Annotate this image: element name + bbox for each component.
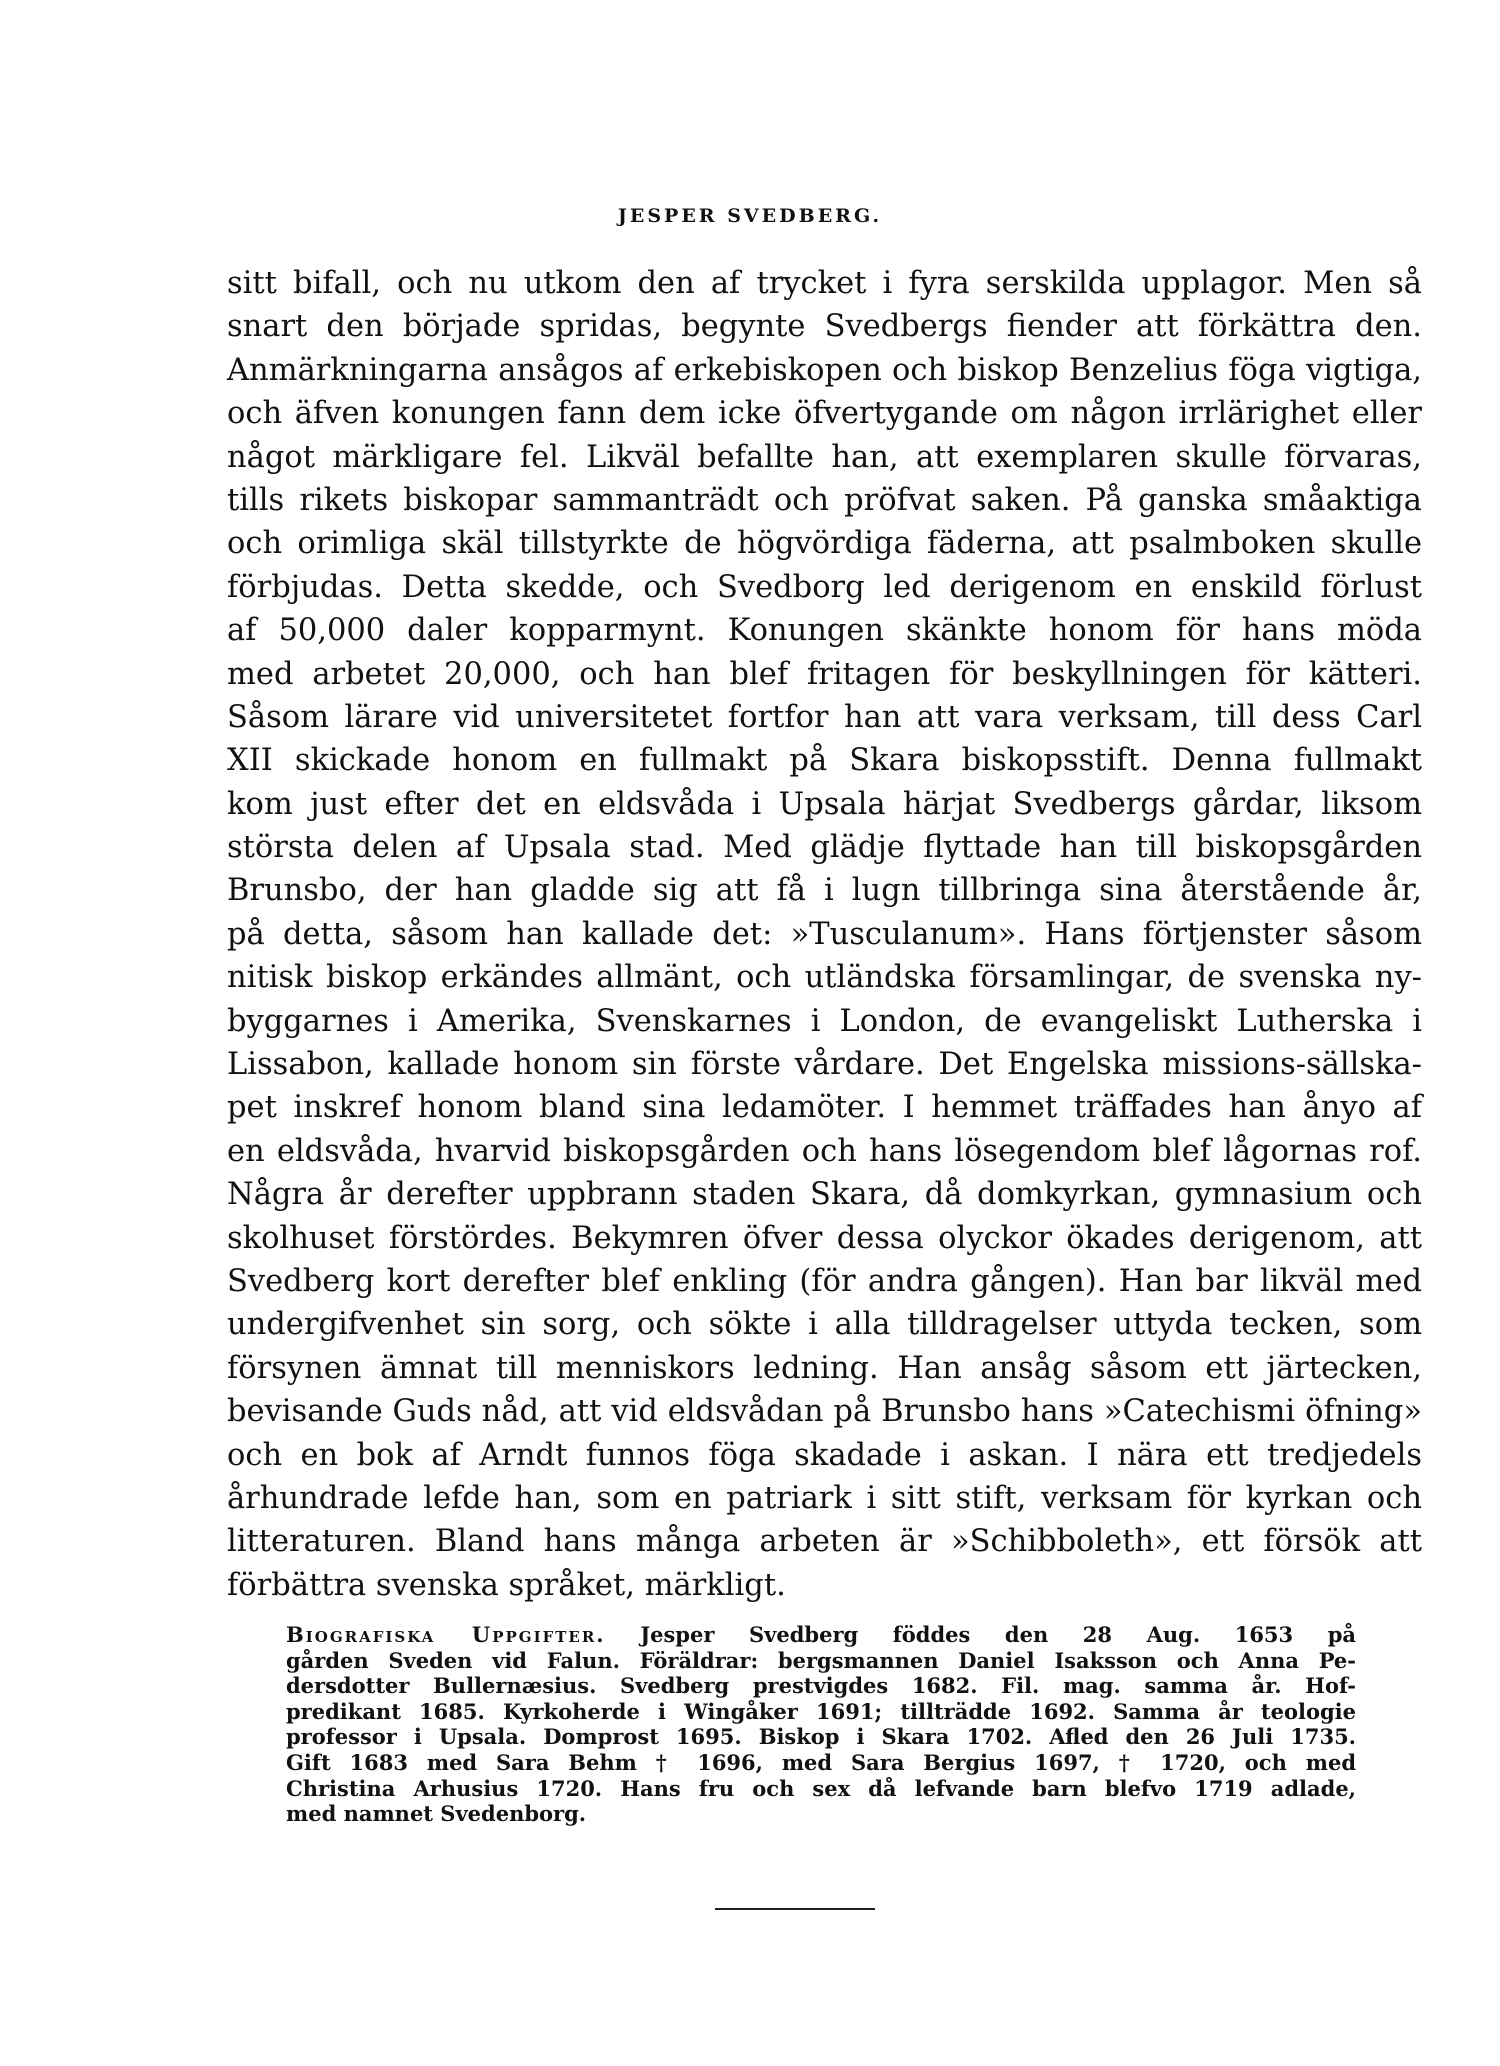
note-line: med namnet Svedenborg. [286, 1801, 587, 1827]
body-line: snart den började spridas, begynte Svedbergs fiender att förkättra den. [227, 309, 1422, 345]
body-line: försynen ämnat till menniskors ledning. Han ansåg såsom ett järtecken, [227, 1350, 1422, 1386]
body-line: byggarnes i Amerika, Svenskarnes i London, de evangeliskt Lutherska i [227, 1003, 1422, 1039]
body-line: med arbetet 20,000, och han blef fritagen för beskyllningen för kätteri. [227, 656, 1422, 692]
body-line: största delen af Upsala stad. Med glädje flyttade han till biskopsgården [227, 830, 1422, 866]
body-line: förbjudas. Detta skedde, och Svedborg led derigenom en enskild förlust [227, 569, 1422, 605]
body-line: af 50,000 daler kopparmynt. Konungen skänkte honom för hans möda [227, 613, 1422, 649]
body-line: Lissabon, kallade honom sin förste vårdare. Det Engelska missions-sällska- [227, 1047, 1422, 1083]
note-line: dersdotter Bullernæsius. Svedberg prestvigdes 1682. Fil. mag. samma år. Hof- [286, 1673, 1356, 1699]
body-line: tills rikets biskopar sammanträdt och pröfvat saken. På ganska småaktiga [227, 482, 1422, 518]
body-line: pet inskref honom bland sina ledamöter. I hemmet träffades han ånyo af [227, 1090, 1422, 1126]
note-line: gården Sveden vid Falun. Föräldrar: bergsmannen Daniel Isaksson och Anna Pe- [286, 1647, 1356, 1673]
note-line: predikant 1685. Kyrkoherde i Wingåker 1691; tillträdde 1692. Samma år teologie [286, 1698, 1356, 1724]
note-line: Gift 1683 med Sara Behm † 1696, med Sara Bergius 1697, † 1720, och med [286, 1749, 1356, 1775]
body-line: skolhuset förstördes. Bekymren öfver dessa olyckor ökades derigenom, att [227, 1220, 1422, 1256]
note-first-line: Jesper Svedberg föddes den 28 Aug. 1653 på [640, 1622, 1357, 1647]
note-line: professor i Upsala. Domprost 1695. Biskop i Skara 1702. Afled den 26 Juli 1735. [286, 1724, 1356, 1750]
body-line: och äfven konungen fann dem icke öfvertygande om någon irrlärighet eller [227, 396, 1422, 432]
body-line: århundrade lefde han, som en patriark i sitt stift, verksam för kyrkan och [227, 1480, 1422, 1516]
end-rule [715, 1908, 875, 1910]
body-line: nitisk biskop erkändes allmänt, och utländska församlingar, de svenska ny- [227, 960, 1422, 996]
body-line: kom just efter det en eldsvåda i Upsala härjat Svedbergs gårdar, liksom [227, 786, 1422, 822]
notes-heading: Biografiska Uppgifter. [286, 1622, 606, 1647]
body-text [227, 262, 1422, 1607]
body-line: sitt bifall, och nu utkom den af trycket i fyra serskilda upplagor. Men så [227, 266, 1422, 301]
body-line: litteraturen. Bland hans många arbeten är »Schibboleth», ett försök att [227, 1524, 1422, 1560]
body-line: XII skickade honom en fullmakt på Skara biskopsstift. Denna fullmakt [227, 743, 1422, 779]
body-line: Några år derefter uppbrann staden Skara, då domkyrkan, gymnasium och [227, 1177, 1422, 1213]
body-line: Brunsbo, der han gladde sig att få i lugn tillbringa sina återstående år, [227, 873, 1422, 909]
body-line: Såsom lärare vid universitetet fortfor han att vara verksam, till dess Carl [227, 699, 1422, 735]
body-line: och en bok af Arndt funnos föga skadade i askan. I nära ett tredjedels [227, 1437, 1422, 1473]
body-line: på detta, såsom han kallade det: »Tusculanum». Hans förtjenster såsom [227, 916, 1422, 952]
note-line [286, 1622, 1356, 1648]
body-line: och orimliga skäl tillstyrkte de högvördiga fäderna, att psalmboken skulle [227, 526, 1422, 562]
note-line: Christina Arhusius 1720. Hans fru och sex då lefvande barn blefvo 1719 adlade, [286, 1775, 1356, 1801]
body-line: bevisande Guds nåd, att vid eldsvådan på Brunsbo hans »Catechismi öfning» [227, 1394, 1422, 1430]
body-line: förbättra svenska språket, märkligt. [227, 1567, 786, 1603]
body-line: Anmärkningarna ansågos af erkebiskopen och biskop Benzelius föga vigtiga, [227, 352, 1422, 388]
running-head: JESPER SVEDBERG. [617, 205, 883, 227]
biographical-notes [286, 1622, 1356, 1827]
body-line: Svedberg kort derefter blef enkling (för andra gången). Han bar likväl med [227, 1263, 1422, 1299]
body-line: en eldsvåda, hvarvid biskopsgården och hans lösegendom blef lågornas rof. [227, 1133, 1422, 1169]
body-line: undergifvenhet sin sorg, och sökte i alla tilldragelser uttyda tecken, som [227, 1307, 1422, 1343]
body-line: något märkligare fel. Likväl befallte han, att exemplaren skulle förvaras, [227, 439, 1422, 475]
